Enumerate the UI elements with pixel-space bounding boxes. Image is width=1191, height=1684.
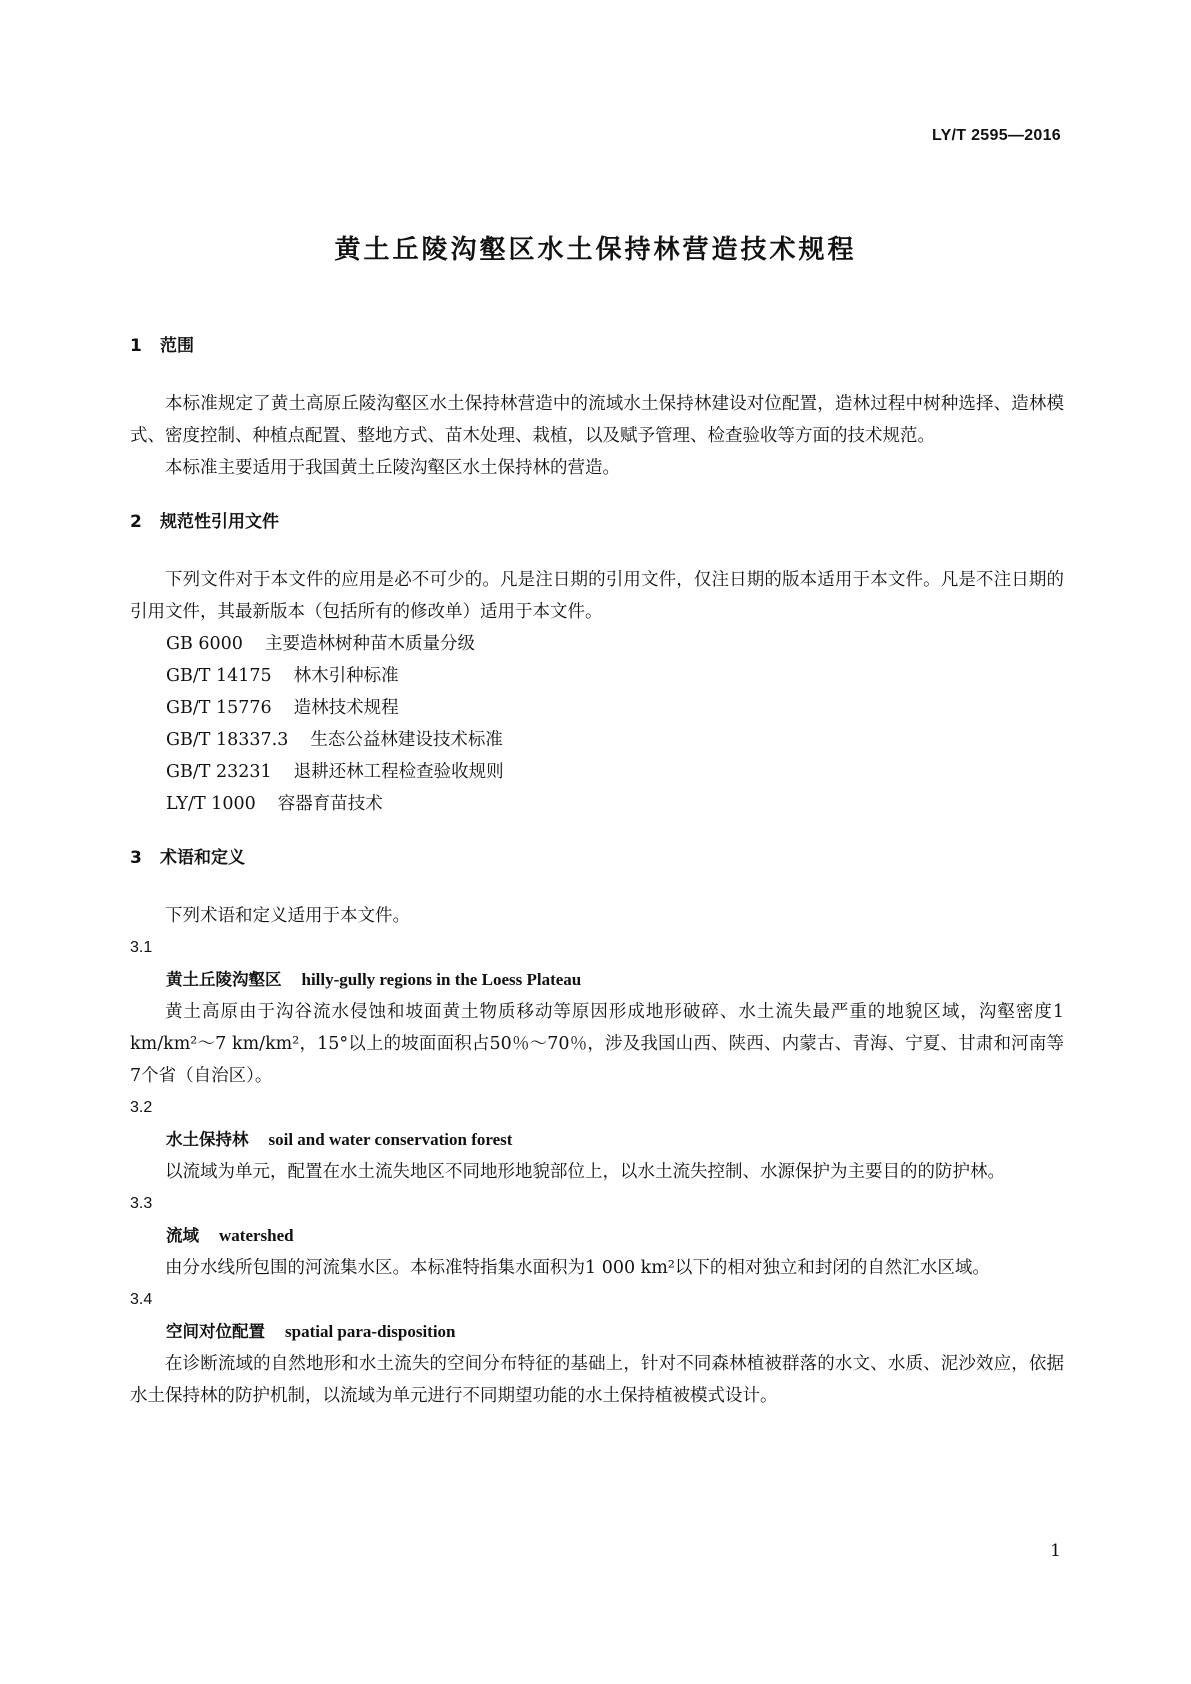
section-3-heading	[130, 842, 1064, 874]
term-heading	[130, 1316, 1064, 1348]
section-3-intro: 下列术语和定义适用于本文件。	[165, 906, 410, 926]
section-number: 1	[130, 336, 142, 356]
reference-item	[130, 660, 1064, 692]
reference-code: GB/T 18337.3	[166, 730, 289, 750]
section-title: 范围	[160, 336, 194, 356]
section-1-paragraph-2: 本标准主要适用于我国黄土丘陵沟壑区水土保持林的营造。	[165, 458, 620, 478]
term-english: watershed	[219, 1226, 294, 1245]
section-title: 术语和定义	[160, 848, 245, 868]
document-body	[130, 330, 1064, 1412]
term-heading	[130, 1220, 1064, 1252]
reference-item	[130, 628, 1064, 660]
reference-title: 容器育苗技术	[277, 794, 383, 814]
section-title: 规范性引用文件	[160, 512, 279, 532]
reference-list	[130, 628, 1064, 820]
term-number: 3.3	[130, 1195, 153, 1212]
term-number: 3.2	[130, 1099, 153, 1116]
page-number: 1	[1050, 1541, 1061, 1561]
reference-item	[130, 692, 1064, 724]
reference-item	[130, 756, 1064, 788]
term-number: 3.1	[130, 939, 153, 956]
term-chinese: 流域	[166, 1226, 199, 1245]
term-chinese: 水土保持林	[166, 1130, 249, 1149]
section-2-heading	[130, 506, 1064, 538]
reference-title: 林木引种标准	[293, 666, 399, 686]
reference-title: 生态公益林建设技术标准	[310, 730, 503, 750]
reference-item	[130, 724, 1064, 756]
term-chinese: 黄土丘陵沟壑区	[166, 970, 282, 989]
reference-title: 退耕还林工程检查验收规则	[293, 762, 504, 782]
term-english: hilly-gully regions in the Loess Plateau	[301, 970, 582, 989]
term-definition: 由分水线所包围的河流集水区。本标准特指集水面积为1 000 km²以下的相对独立和封闭的自然汇水区域。	[165, 1258, 990, 1278]
section-2-intro: 下列文件对于本文件的应用是必不可少的。凡是注日期的引用文件，仅注日期的版本适用于本文件。凡是不注日期的引用文件，其最新版本（包括所有的修改单）适用于本文件。	[130, 570, 1064, 622]
term-number: 3.4	[130, 1291, 153, 1308]
reference-title: 造林技术规程	[293, 698, 399, 718]
reference-code: GB/T 15776	[166, 698, 272, 718]
reference-title: 主要造林树种苗木质量分级	[264, 634, 475, 654]
reference-code: GB/T 23231	[166, 762, 272, 782]
term-definition: 黄土高原由于沟谷流水侵蚀和坡面黄土物质移动等原因形成地形破碎、水土流失最严重的地貌区域，沟壑密度1 km/km²～7 km/km²，15°以上的坡面面积占50％～70％，涉及我国山西、陕西、内蒙古、青海、宁夏、甘肃和河南等7个省（自治区）。	[130, 1002, 1064, 1086]
term-heading	[130, 964, 1064, 996]
reference-code: GB/T 14175	[166, 666, 272, 686]
reference-item	[130, 788, 1064, 820]
term-english: spatial para-disposition	[285, 1322, 456, 1341]
section-1-paragraph-1: 本标准规定了黄土高原丘陵沟壑区水土保持林营造中的流域水土保持林建设对位配置，造林过程中树种选择、造林模式、密度控制、种植点配置、整地方式、苗木处理、栽植，以及赋予管理、检查验收等方面的技术规范。	[130, 394, 1064, 446]
document-title: 黄土丘陵沟壑区水土保持林营造技术规程	[334, 235, 857, 265]
term-definition: 以流域为单元，配置在水土流失地区不同地形地貌部位上，以水土流失控制、水源保护为主要目的的防护林。	[165, 1162, 1005, 1182]
term-english: soil and water conservation forest	[268, 1130, 513, 1149]
reference-code: GB 6000	[166, 634, 243, 654]
term-heading	[130, 1124, 1064, 1156]
reference-code: LY/T 1000	[166, 794, 256, 814]
section-number: 2	[130, 512, 142, 532]
section-1-heading	[130, 330, 1064, 362]
term-definition: 在诊断流域的自然地形和水土流失的空间分布特征的基础上，针对不同森林植被群落的水文、水质、泥沙效应，依据水土保持林的防护机制，以流域为单元进行不同期望功能的水土保持植被模式设计。	[130, 1354, 1064, 1406]
standard-code: LY/T 2595—2016	[931, 127, 1061, 144]
section-number: 3	[130, 848, 142, 868]
term-chinese: 空间对位配置	[166, 1322, 265, 1341]
